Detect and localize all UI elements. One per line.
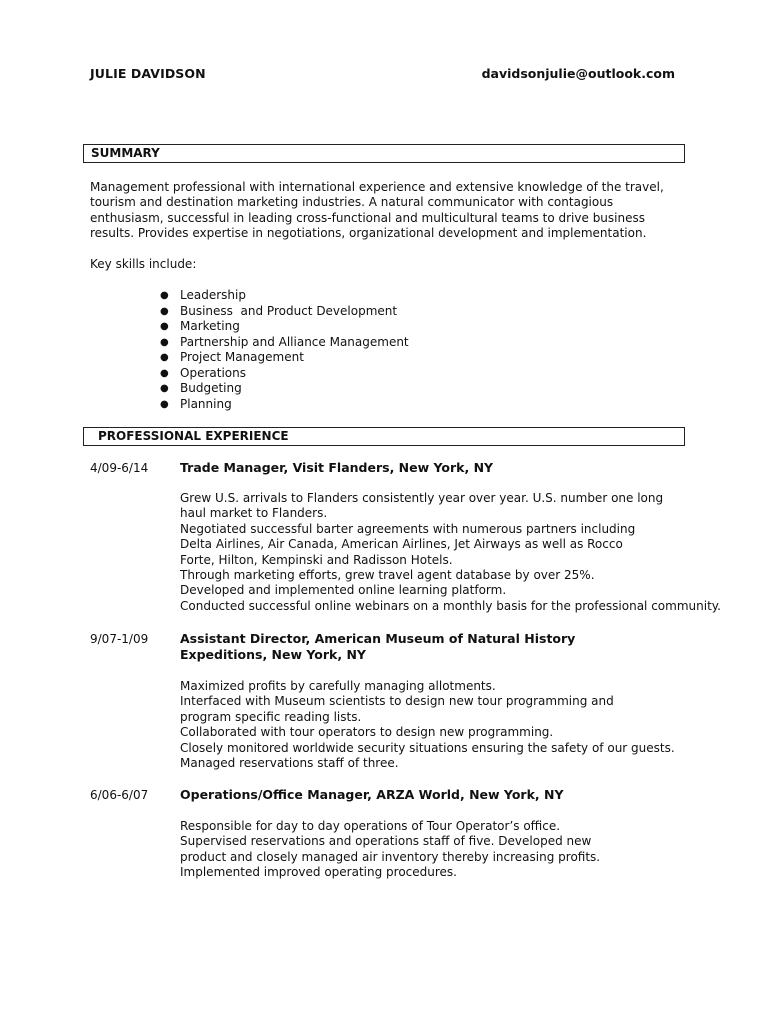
bullet-icon: ● — [160, 398, 169, 410]
job-description-line: Closely monitored worldwide security situations ensuring the safety of our guests. — [180, 740, 675, 755]
job-title: Trade Manager, Visit Flanders, New York, NY — [180, 460, 494, 475]
job-description-line: Responsible for day to day operations of Tour Operator’s office. Supervised reservations and operations staff of five. Developed new product and closely managed air inventory thereby increasing profits. — [180, 819, 601, 864]
summary-text: Management professional with international experience and extensive knowledge of the travel, tourism and destination marketing industries. A natural communicator with contagious enthusiasm, successful in leading cross-functional and multicultural teams to drive business results. Provides expertise in negotiations, organizational development and implementation. — [90, 180, 664, 241]
candidate-email: davidsonjulie@outlook.com — [481, 66, 675, 81]
skill-item: ● Planning — [160, 396, 232, 411]
key-skills-intro: Key skills include: — [90, 257, 197, 271]
skill-item: ● Partnership and Alliance Management — [160, 334, 409, 349]
summary-heading: SUMMARY — [91, 146, 160, 160]
job-description-line: Maximized profits by carefully managing allotments. — [180, 679, 496, 693]
job-description-line: Conducted successful online webinars on a monthly basis for the professional community. — [180, 598, 721, 613]
job-description — [180, 491, 721, 614]
experience-heading-box — [83, 427, 685, 446]
skill-item: ● Budgeting — [160, 381, 242, 395]
bullet-icon: ● — [160, 367, 169, 379]
job-description-line: Implemented improved operating procedures. — [180, 865, 457, 880]
skill-item: ● Leadership — [160, 288, 246, 302]
job-description-line: Developed and implemented online learning platform. — [180, 583, 507, 598]
bullet-icon: ● — [160, 321, 169, 332]
job-dates: 9/07-1/09 — [90, 632, 149, 646]
bullet-icon: ● — [160, 352, 169, 363]
skill-item: ● Marketing — [160, 319, 240, 333]
bullet-icon: ● — [160, 290, 169, 301]
job-description — [180, 819, 700, 881]
job-title: Operations/Office Manager, ARZA World, New York, NY — [180, 787, 564, 802]
job-description-line: Through marketing efforts, grew travel agent database by over 25%. — [180, 568, 595, 583]
job-dates: 4/09-6/14 — [90, 461, 149, 475]
bullet-icon: ● — [160, 305, 169, 317]
job-description-line: Negotiated successful barter agreements with numerous partners including Delta Airlines, Air Canada, American Airlines, Jet Airways as well as Rocco Forte, Hilton, Kempinski and Radisson Hotels. — [180, 521, 636, 567]
skill-item: ● Project Management — [160, 350, 304, 364]
job-description-line: Interfaced with Museum scientists to design new tour programming and program specific reading lists. — [180, 694, 614, 724]
job-description-line: Managed reservations staff of three. — [180, 756, 399, 771]
job-description-line: Collaborated with tour operators to design new programming. — [180, 725, 554, 740]
job-description-line: Grew U.S. arrivals to Flanders consistently year over year. U.S. number one long haul market to Flanders. — [180, 491, 664, 521]
skill-item: ● Operations — [160, 365, 246, 380]
summary-heading-box — [83, 144, 685, 163]
bullet-icon: ● — [160, 336, 169, 348]
bullet-icon: ● — [160, 383, 169, 394]
job-dates: 6/06-6/07 — [90, 788, 149, 802]
skills-list — [160, 288, 409, 412]
experience-heading: PROFESSIONAL EXPERIENCE — [98, 429, 289, 443]
job-description — [180, 679, 700, 771]
candidate-name: JULIE DAVIDSON — [90, 66, 206, 81]
skill-item: ● Business and Product Development — [160, 303, 398, 318]
job-title: Assistant Director, American Museum of Natural History Expeditions, New York, NY — [180, 631, 576, 662]
